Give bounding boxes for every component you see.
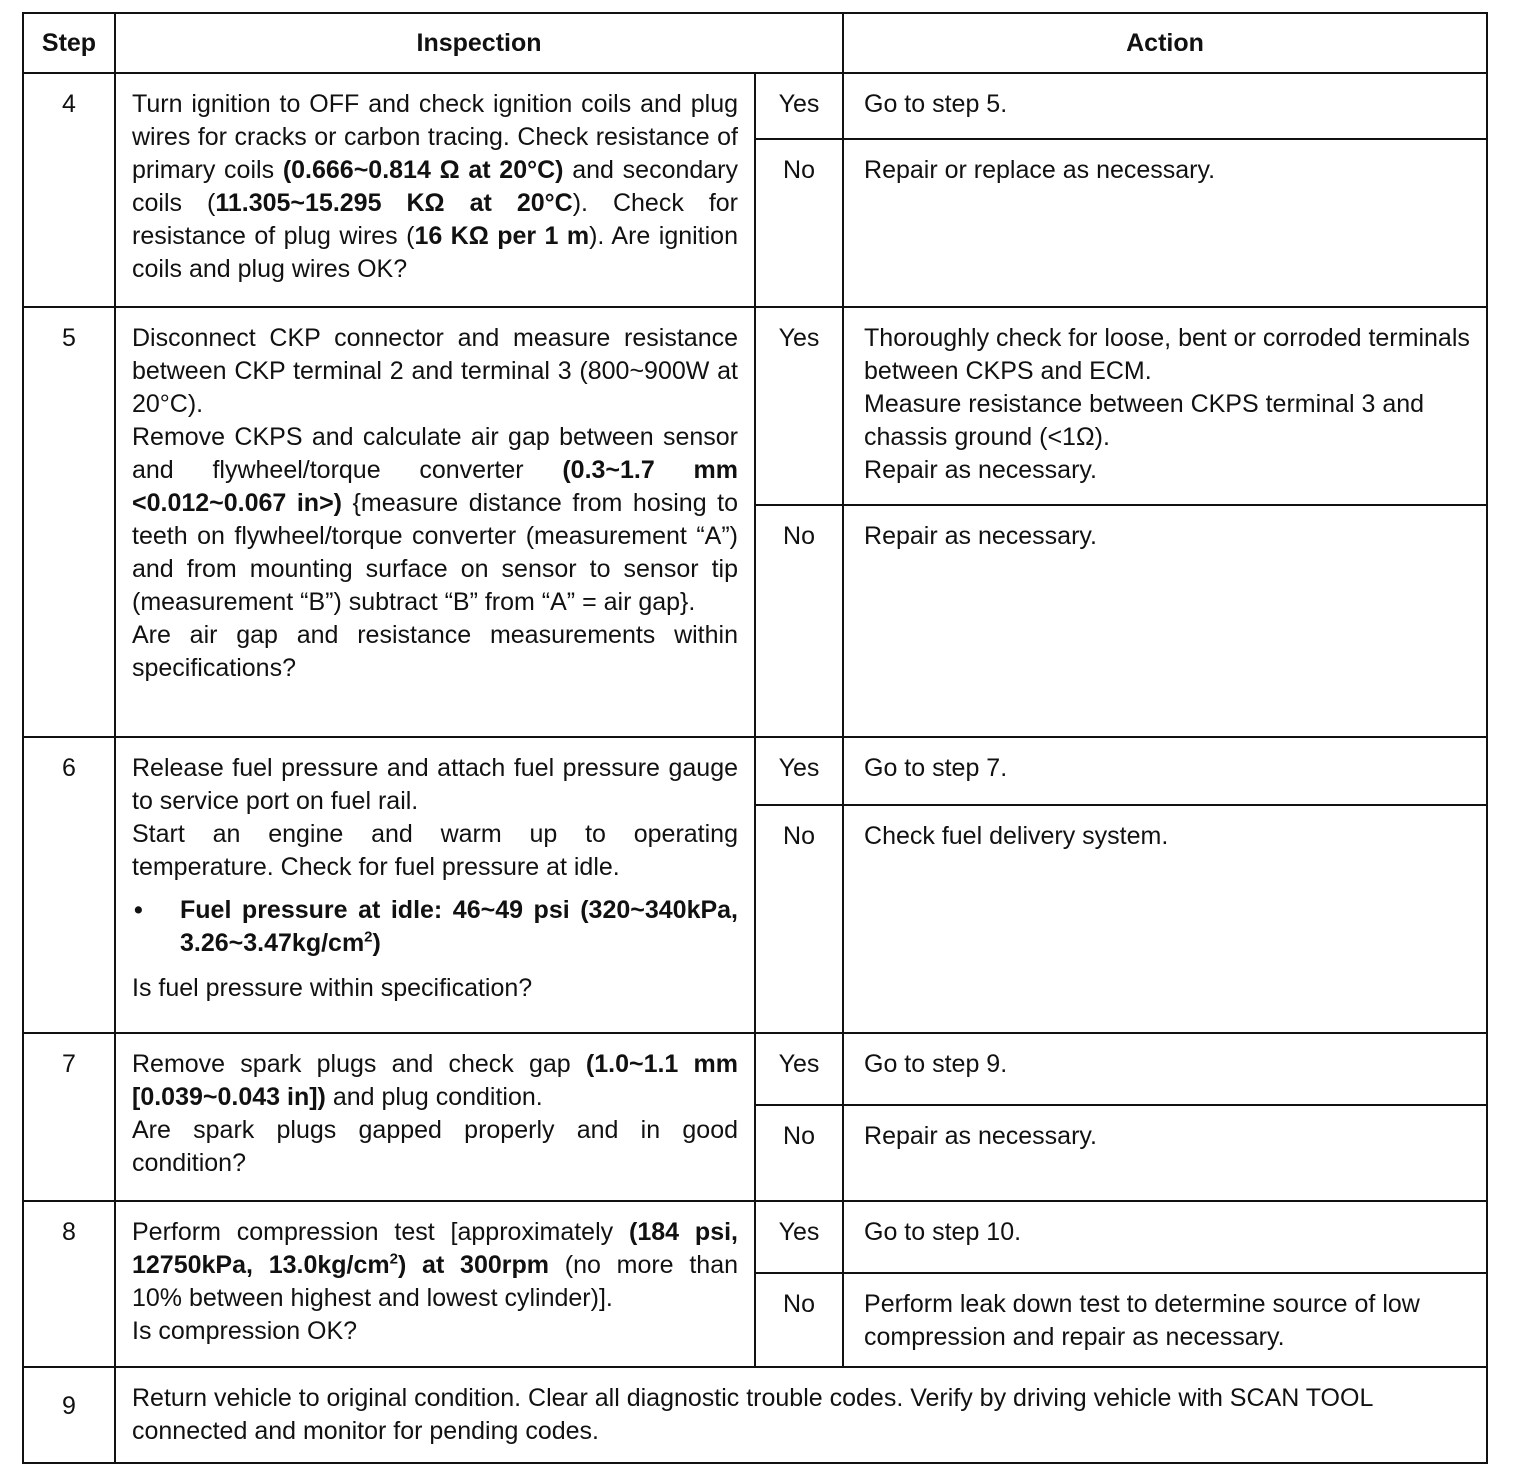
inspection-text-segment: (no more than 10% between highest and lowest cylinder)]. (132, 1251, 738, 1312)
spec-value: (1.0~1.1 mm [0.039~0.043 in]) (132, 1050, 738, 1111)
yes-label: Yes (755, 307, 843, 505)
diagnostic-table (22, 12, 1488, 1464)
inspection-text-segment: Remove CKPS and calculate air gap between sensor and flywheel/torque converter (132, 423, 738, 484)
inspection-text-segment: Remove spark plugs and check gap (132, 1050, 586, 1078)
spec-value: 11.305~15.295 KΩ at 20°C (215, 189, 573, 217)
inspection-cell (115, 73, 755, 307)
table-row (23, 1201, 1487, 1273)
action-line: Thoroughly check for loose, bent or corroded terminals between CKPS and ECM. (864, 324, 1470, 385)
spec-value: (184 psi, 12750kPa, $13.0kg/cm^2$) at 300rpm (132, 1218, 738, 1279)
table-row (23, 1367, 1487, 1463)
no-label: No (755, 139, 843, 307)
inspection-cell (115, 307, 755, 737)
yes-label: Yes (755, 73, 843, 139)
step-number: 4 (23, 73, 115, 307)
inspection-text (132, 1048, 738, 1180)
inspection-line: Is compression OK? (132, 1317, 358, 1345)
header-inspection: Inspection (115, 13, 843, 73)
table-row (23, 73, 1487, 139)
final-step-text: Return vehicle to original condition. Clear all diagnostic trouble codes. Verify by driving vehicle with SCAN TOOL connected and monitor for pending codes. (132, 1384, 1373, 1445)
no-label: No (755, 1105, 843, 1201)
inspection-text (132, 322, 738, 685)
inspection-line: Disconnect CKP connector and measure resistance between CKP terminal 2 and terminal 3 (800~900W at 20°C). (132, 324, 738, 418)
inspection-cell (115, 1201, 755, 1367)
spec-value: (0.666~0.814 Ω at 20°C) (282, 156, 564, 184)
yes-label: Yes (755, 1033, 843, 1105)
no-label: No (755, 805, 843, 1033)
table-row (23, 307, 1487, 505)
inspection-text-segment: Perform compression test [approximately (132, 1218, 630, 1246)
yes-action: Go to step 7. (843, 737, 1487, 805)
inspection-cell (115, 1033, 755, 1201)
yes-label: Yes (755, 1201, 843, 1273)
spec-bullet (132, 894, 738, 960)
inspection-line (132, 1216, 738, 1315)
inspection-line: Start an engine and warm up to operating temperature. Check for fuel pressure at idle. (132, 820, 738, 881)
yes-label: Yes (755, 737, 843, 805)
inspection-text-segment: ). Are ignition coils and plug wires OK? (132, 222, 738, 283)
spec-value: 16 KΩ per 1 m (414, 222, 590, 250)
full-width-cell (115, 1367, 1487, 1463)
yes-action: Go to step 5. (843, 73, 1487, 139)
no-action: Repair as necessary. (843, 505, 1487, 737)
inspection-text (132, 752, 738, 1005)
inspection-line (132, 421, 738, 619)
no-action: Perform leak down test to determine source of low compression and repair as necessary. (843, 1273, 1487, 1367)
inspection-line: Are air gap and resistance measurements within specifications? (132, 621, 738, 682)
table-row (23, 1033, 1487, 1105)
inspection-line: Release fuel pressure and attach fuel pressure gauge to service port on fuel rail. (132, 754, 738, 815)
header-row (23, 13, 1487, 73)
inspection-text (132, 1216, 738, 1348)
spec-value: Fuel pressure at idle: 46~49 psi (320~340kPa, $3.26\sim 3.47kg/cm^2$) (180, 896, 738, 957)
no-label: No (755, 505, 843, 737)
action-line: Repair as necessary. (864, 456, 1097, 484)
inspection-cell (115, 737, 755, 1033)
diagnostic-table-sheet (22, 12, 1486, 1464)
step-number: 7 (23, 1033, 115, 1201)
inspection-line (132, 1048, 738, 1114)
inspection-text-segment: and plug condition. (325, 1083, 543, 1111)
table-row (23, 737, 1487, 805)
header-step: Step (23, 13, 115, 73)
step-number: 8 (23, 1201, 115, 1367)
step-number: 6 (23, 737, 115, 1033)
spec-value: (0.3~1.7 mm <0.012~0.067 in>) (132, 456, 738, 517)
inspection-text (132, 88, 738, 286)
yes-action (843, 307, 1487, 505)
inspection-text-segment: Turn ignition to OFF and check ignition coils and plug wires for cracks or carbon tracing. Check resistance of primary coils (132, 90, 738, 184)
action-line: Measure resistance between CKPS terminal 3 and chassis ground (<1Ω). (864, 390, 1425, 451)
inspection-line: Is fuel pressure within specification? (132, 974, 533, 1002)
bullet-icon: • (134, 896, 143, 924)
step-number: 5 (23, 307, 115, 737)
step-number: 9 (23, 1367, 115, 1463)
inspection-text-segment: and secondary coils ( (132, 156, 739, 217)
no-action: Repair or replace as necessary. (843, 139, 1487, 307)
no-label: No (755, 1273, 843, 1367)
inspection-line: Are spark plugs gapped properly and in good condition? (132, 1116, 738, 1177)
yes-action: Go to step 9. (843, 1033, 1487, 1105)
header-action: Action (843, 13, 1487, 73)
yes-action: Go to step 10. (843, 1201, 1487, 1273)
inspection-text-segment: ). Check for resistance of plug wires ( (132, 189, 738, 250)
no-action: Check fuel delivery system. (843, 805, 1487, 1033)
inspection-text-segment: {measure distance from hosing to teeth on flywheel/torque converter (measurement “A”) and from mounting surface on sensor to sensor tip (measurement “B”) subtract “B” from “A” = air gap}. (132, 489, 738, 616)
no-action: Repair as necessary. (843, 1105, 1487, 1201)
